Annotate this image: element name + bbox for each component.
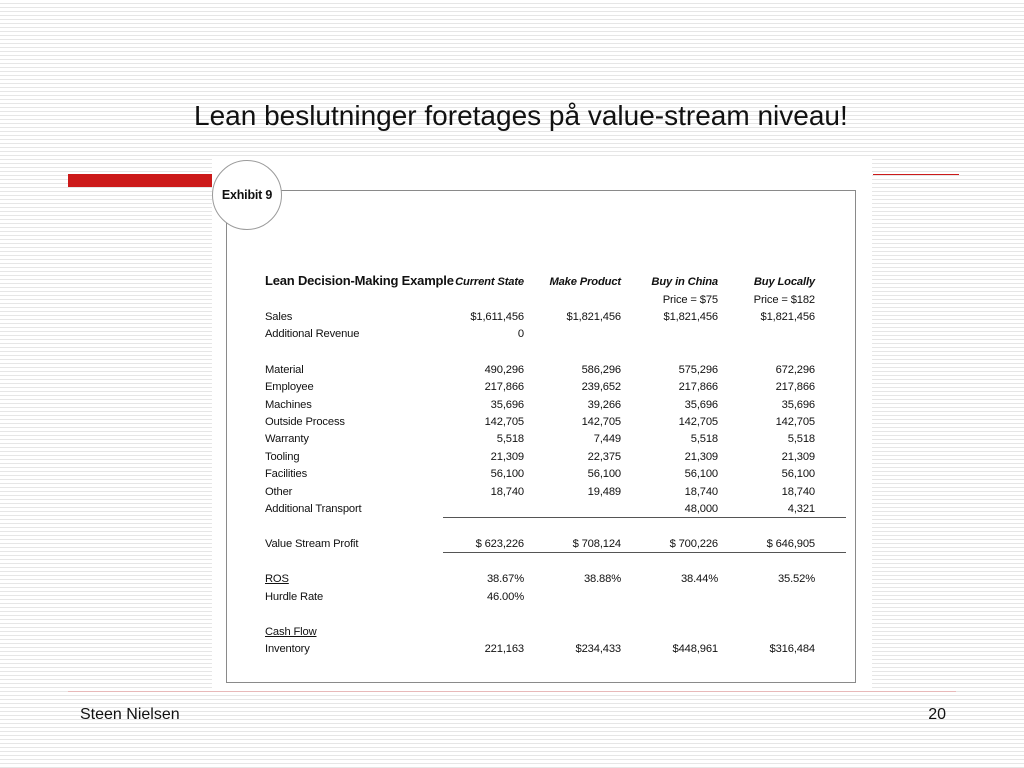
table-cell: 575,296 <box>678 364 718 376</box>
column-header: Buy Locally <box>753 276 815 288</box>
table-cell: $448,961 <box>672 643 718 655</box>
table-cell: 56,100 <box>781 468 815 480</box>
exhibit-label: Exhibit 9 <box>221 188 273 202</box>
table-cell: 38.88% <box>583 573 621 585</box>
table-cell: $1,821,456 <box>566 311 621 323</box>
table-cell: $ 708,124 <box>572 538 621 550</box>
row-label: Sales <box>265 311 293 323</box>
table-cell: 7,449 <box>593 433 621 445</box>
row-label: Material <box>265 364 304 376</box>
row-label: Value Stream Profit <box>265 538 359 550</box>
exhibit-badge <box>212 160 282 230</box>
table-cell: 217,866 <box>678 381 718 393</box>
table-cell: 18,740 <box>490 486 524 498</box>
table-cell: 19,489 <box>587 486 621 498</box>
column-header: Buy in China <box>651 276 718 288</box>
table-cell: 239,652 <box>581 381 621 393</box>
table-cell: 48,000 <box>684 503 718 515</box>
table-cell: 35,696 <box>781 399 815 411</box>
table-cell: $234,433 <box>575 643 621 655</box>
table-cell: 142,705 <box>581 416 621 428</box>
row-label: Additional Transport <box>265 503 362 515</box>
row-label: Tooling <box>265 451 300 463</box>
table-cell: 142,705 <box>678 416 718 428</box>
table-cell: 38.44% <box>680 573 718 585</box>
table-cell: 5,518 <box>787 433 815 445</box>
table-title: Lean Decision-Making Example <box>265 273 454 288</box>
table-rule <box>443 517 846 518</box>
table-cell: 46.00% <box>486 591 524 603</box>
table-cell: 21,309 <box>490 451 524 463</box>
table-cell: $1,821,456 <box>663 311 718 323</box>
table-cell: $ 623,226 <box>475 538 524 550</box>
table-cell: 0 <box>517 328 524 340</box>
table-cell: 221,163 <box>484 643 524 655</box>
column-header: Make Product <box>549 276 621 288</box>
row-label: Other <box>265 486 293 498</box>
table-cell: 217,866 <box>484 381 524 393</box>
row-label: Hurdle Rate <box>265 591 324 603</box>
column-header: Current State <box>455 276 524 288</box>
table-cell: 35,696 <box>490 399 524 411</box>
table-rule <box>443 552 846 553</box>
table-cell: 672,296 <box>775 364 815 376</box>
table-cell: 35.52% <box>777 573 815 585</box>
table-cell: $ 646,905 <box>766 538 815 550</box>
table-cell: 56,100 <box>587 468 621 480</box>
table-cell: 21,309 <box>684 451 718 463</box>
table-cell: 5,518 <box>496 433 524 445</box>
exhibit-frame <box>226 190 856 683</box>
table-cell: 21,309 <box>781 451 815 463</box>
price-note: Price = $75 <box>662 294 718 306</box>
footer-divider <box>68 691 956 692</box>
exhibit-panel <box>212 157 872 693</box>
table-cell: 217,866 <box>775 381 815 393</box>
table-cell: 35,696 <box>684 399 718 411</box>
table-cell: 56,100 <box>490 468 524 480</box>
row-label: ROS <box>265 573 289 585</box>
table-cell: 18,740 <box>684 486 718 498</box>
table-cell: $1,821,456 <box>760 311 815 323</box>
row-label: Outside Process <box>265 416 345 428</box>
table-cell: $ 700,226 <box>669 538 718 550</box>
row-label: Additional Revenue <box>265 328 360 340</box>
table-cell: 39,266 <box>587 399 621 411</box>
table-cell: 56,100 <box>684 468 718 480</box>
table-cell: 142,705 <box>775 416 815 428</box>
row-label: Cash Flow <box>265 626 317 638</box>
page-number: 20 <box>928 706 946 723</box>
title-accent-bar <box>68 174 214 187</box>
table-cell: 586,296 <box>581 364 621 376</box>
title-accent-line <box>873 174 959 175</box>
row-label: Employee <box>265 381 314 393</box>
table-cell: 18,740 <box>781 486 815 498</box>
table-cell: $316,484 <box>769 643 815 655</box>
table-cell: $1,611,456 <box>470 311 524 323</box>
table-cell: 22,375 <box>587 451 621 463</box>
table-cell: 4,321 <box>787 503 815 515</box>
price-note: Price = $182 <box>753 294 815 306</box>
slide-title: Lean beslutninger foretages på value-stream niveau! <box>194 100 848 131</box>
table-cell: 490,296 <box>484 364 524 376</box>
row-label: Facilities <box>265 468 308 480</box>
row-label: Inventory <box>265 643 310 655</box>
footer-author: Steen Nielsen <box>80 706 180 723</box>
row-label: Warranty <box>265 433 309 445</box>
row-label: Machines <box>265 399 312 411</box>
table-cell: 142,705 <box>484 416 524 428</box>
table-cell: 38.67% <box>486 573 524 585</box>
table-cell: 5,518 <box>690 433 718 445</box>
